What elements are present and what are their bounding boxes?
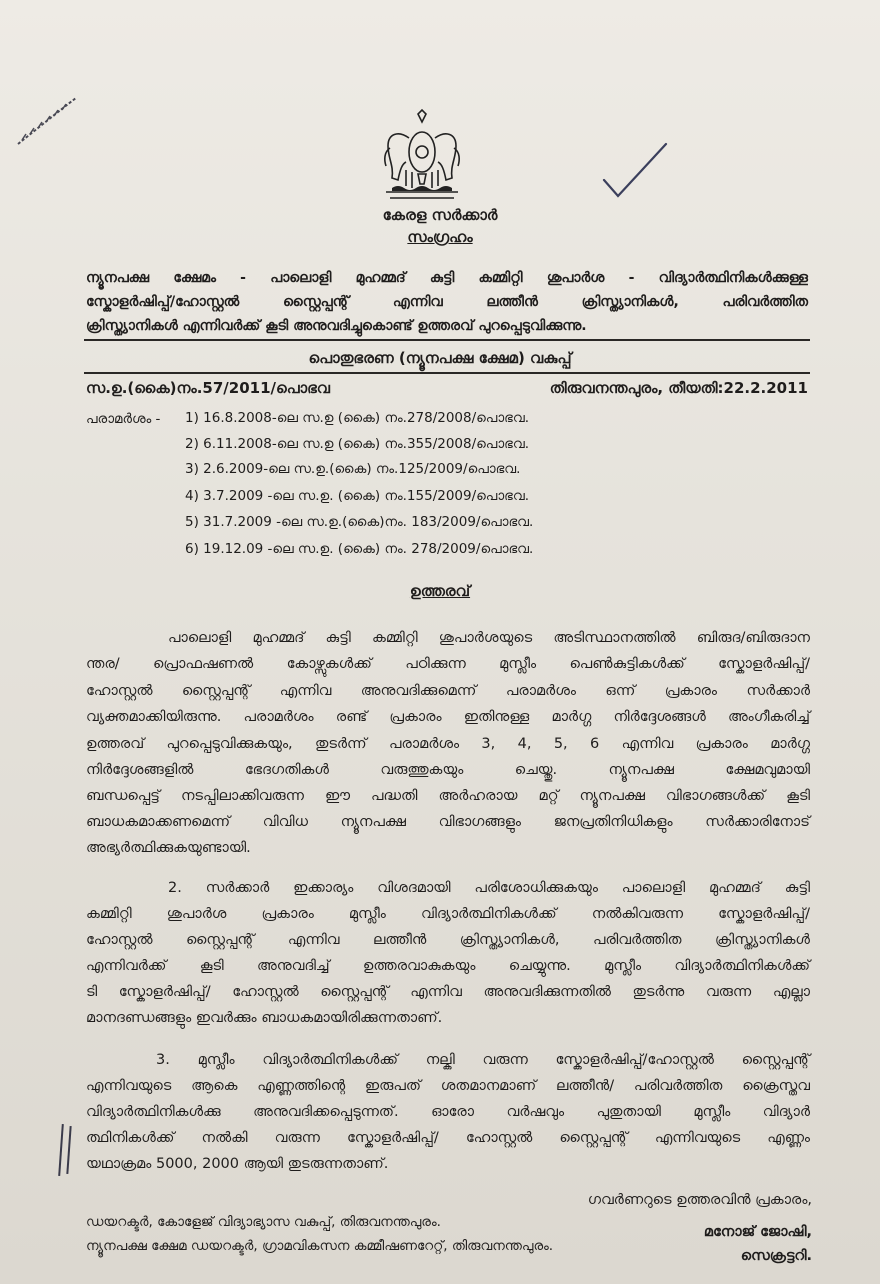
recipient-line: ന്യൂനപക്ഷ ക്ഷേമ ഡയറക്ടർ, ഗ്രാമവികസന കമ്മീഷണറേറ്റ്, തിരുവനന്തപുരം.	[86, 1238, 554, 1254]
place-date: തിരുവനന്തപുരം, തീയതി:22.2.2011	[549, 379, 808, 397]
government-title: കേരള സർക്കാർ	[382, 206, 498, 224]
summary-label: സംഗ്രഹം	[407, 228, 473, 246]
divider	[84, 339, 810, 341]
paragraph-line: ബാധകമാക്കണമെന്ന് വിവിധ ന്യൂനപക്ഷ വിഭാഗങ്ങളും ജനപ്രതിനിധികളും സർക്കാരിനോട്	[86, 814, 810, 830]
order-number: സ.ഉ.(കൈ)നം.57/2011/പൊഭവ	[86, 379, 330, 397]
paragraph-line: ബന്ധപ്പെട്ട് നടപ്പിലാക്കിവരുന്ന ഈ പദ്ധതി അർഹരായ മറ്റ് ന്യൂനപക്ഷ വിഭാഗങ്ങൾക്ക് കൂടി	[86, 788, 810, 804]
paragraph-line: മാനദണ്ഡങ്ങളും ഇവർക്കും ബാധകമായിരിക്കുന്നതാണ്.	[86, 1010, 443, 1026]
check-mark-icon	[600, 140, 670, 200]
reference-item: 2) 6.11.2008-ലെ സ.ഉ (കൈ) നം.355/2008/പൊഭവ.	[185, 436, 530, 452]
paragraph-line: ഹോസ്റ്റൽ സ്റ്റൈപ്പന്റ് എന്നിവ ലത്തീൻ ക്രിസ്ത്യാനികൾ, പരിവർത്തിത ക്രിസ്ത്യാനികൾ	[86, 932, 810, 948]
paragraph-line: ടി സ്കോളർഷിപ്പ്/ ഹോസ്റ്റൽ സ്റ്റൈപ്പന്റ് എന്നിവ അനുവദിക്കുന്നതിൽ തുടർന്നു വരുന്ന എല്ലാ	[86, 984, 810, 1000]
paragraph-line: എന്നിവയുടെ ആകെ എണ്ണത്തിന്റെ ഇരുപത് ശതമാനമാണ് ലത്തീൻ/ പരിവർത്തിത ക്രൈസ്തവ	[86, 1078, 810, 1094]
signature-authority: ഗവർണറുടെ ഉത്തരവിൻ പ്രകാരം,	[587, 1192, 812, 1208]
margin-pen-mark	[66, 1126, 71, 1174]
order-heading: ഉത്തരവ്	[409, 582, 471, 600]
paragraph-line: ത്ഥിനികൾക്ക് നൽകി വരുന്ന സ്കോളർഷിപ്പ്/ ഹോസ്റ്റൽ സ്റ്റൈപ്പന്റ് എന്നിവയുടെ എണ്ണം	[86, 1130, 810, 1146]
kerala-emblem-icon	[380, 108, 464, 208]
paragraph-line: ഉത്തരവ് പുറപ്പെടുവിക്കുകയും, തുടർന്ന് പരാമർശം 3, 4, 5, 6 എന്നിവ പ്രകാരം മാർഗ്ഗ	[86, 736, 810, 752]
reference-item: 4) 3.7.2009 -ലെ സ.ഉ. (കൈ) നം.155/2009/പൊഭവ.	[185, 488, 530, 504]
department-title: പൊതുഭരണ (ന്യൂനപക്ഷ ക്ഷേമ) വകുപ്പ്	[308, 349, 572, 367]
divider	[84, 372, 810, 374]
signatory-designation: സെക്രട്ടറി.	[740, 1248, 812, 1264]
subject-line: ക്രിസ്ത്യാനികൾ എന്നിവർക്ക് കൂടി അനുവദിച്ചുകൊണ്ട് ഉത്തരവ് പുറപ്പെടുവിക്കുന്നു.	[86, 318, 587, 334]
paragraph-line: ഹോസ്റ്റൽ സ്റ്റൈപ്പന്റ് എന്നിവ അനുവദിക്കുമെന്ന് പരാമർശം ഒന്ന് പ്രകാരം സർക്കാർ	[86, 683, 810, 699]
pencil-scribble-mark	[14, 96, 80, 148]
reference-item: 6) 19.12.09 -ലെ സ.ഉ. (കൈ) നം. 278/2009/പൊഭവ.	[185, 541, 534, 557]
subject-line: സ്കോളർഷിപ്പ്/ഹോസ്റ്റൽ സ്റ്റൈപ്പന്റ് എന്നിവ ലത്തീൻ ക്രിസ്ത്യാനികൾ, പരിവർത്തിത	[86, 294, 808, 310]
paragraph-line: 2. സർക്കാർ ഇക്കാര്യം വിശദമായി പരിശോധിക്കുകയും പാലൊളി മുഹമ്മദ് കുട്ടി	[168, 880, 810, 896]
paragraph-line: വിദ്യാർത്ഥിനികൾക്കു അനുവദിക്കപ്പെടുന്നത്. ഓരോ വർഷവും പുതുതായി മുസ്ലീം വിദ്യാർ	[86, 1104, 810, 1120]
reference-item: 5) 31.7.2009 -ലെ സ.ഉ.(കൈ)നം. 183/2009/പൊഭവ.	[185, 514, 534, 530]
reference-item: 3) 2.6.2009-ലെ സ.ഉ.(കൈ) നം.125/2009/പൊഭവ.	[185, 461, 521, 477]
recipient-line: ഡയറക്ടർ, കോളേജ് വിദ്യാഭ്യാസ വകുപ്പ്, തിരുവനന്തപുരം.	[86, 1214, 441, 1230]
margin-pen-mark	[58, 1124, 64, 1176]
signatory-name: മനോജ് ജോഷി,	[703, 1224, 812, 1240]
paragraph-line: പാലൊളി മുഹമ്മദ് കുട്ടി കമ്മിറ്റി ശുപാർശയുടെ അടിസ്ഥാനത്തിൽ ബിരുദ/ബിരുദാന	[168, 630, 810, 646]
paragraph-line: എന്നിവർക്ക് കൂടി അനുവദിച്ച് ഉത്തരവാകുകയും ചെയ്യുന്നു. മുസ്ലീം വിദ്യാർത്ഥിനികൾക്ക്	[86, 958, 810, 974]
subject-line: ന്യൂനപക്ഷ ക്ഷേമം - പാലൊളി മുഹമ്മദ് കുട്ടി കമ്മിറ്റി ശുപാർശ - വിദ്യാർത്ഥിനികൾക്കുള്ള	[86, 270, 808, 286]
paragraph-line: വ്യക്തമാക്കിയിരുന്നു. പരാമർശം രണ്ട് പ്രകാരം ഇതിനുള്ള മാർഗ്ഗ നിർദ്ദേശങ്ങൾ അംഗീകരിച്ച്	[86, 709, 810, 725]
paragraph-line: 3. മുസ്ലീം വിദ്യാർത്ഥിനികൾക്ക് നല്കി വരുന്ന സ്കോളർഷിപ്പ്/ഹോസ്റ്റൽ സ്റ്റൈപ്പന്റ്	[156, 1052, 810, 1068]
paragraph-line: നിർദ്ദേശങ്ങളിൽ ഭേദഗതികൾ വരുത്തുകയും ചെയ്തു. ന്യൂനപക്ഷ ക്ഷേമവുമായി	[86, 762, 810, 778]
paragraph-line: അഭ്യർത്ഥിക്കുകയുണ്ടായി.	[86, 840, 251, 856]
references-label: പരാമർശം -	[86, 411, 161, 427]
reference-item: 1) 16.8.2008-ലെ സ.ഉ (കൈ) നം.278/2008/പൊഭവ.	[185, 410, 530, 426]
paragraph-line: യഥാക്രമം 5000, 2000 ആയി തുടരുന്നതാണ്.	[86, 1156, 389, 1172]
paragraph-line: ന്തര/ പ്രൊഫഷണൽ കോഴ്സുകൾക്ക് പഠിക്കുന്ന മുസ്ലീം പെൺകുട്ടികൾക്ക് സ്കോളർഷിപ്പ്/	[86, 656, 810, 672]
paragraph-line: കമ്മിറ്റി ശുപാർശ പ്രകാരം മുസ്ലീം വിദ്യാർത്ഥിനികൾക്ക് നൽകിവരുന്ന സ്കോളർഷിപ്പ്/	[86, 906, 810, 922]
